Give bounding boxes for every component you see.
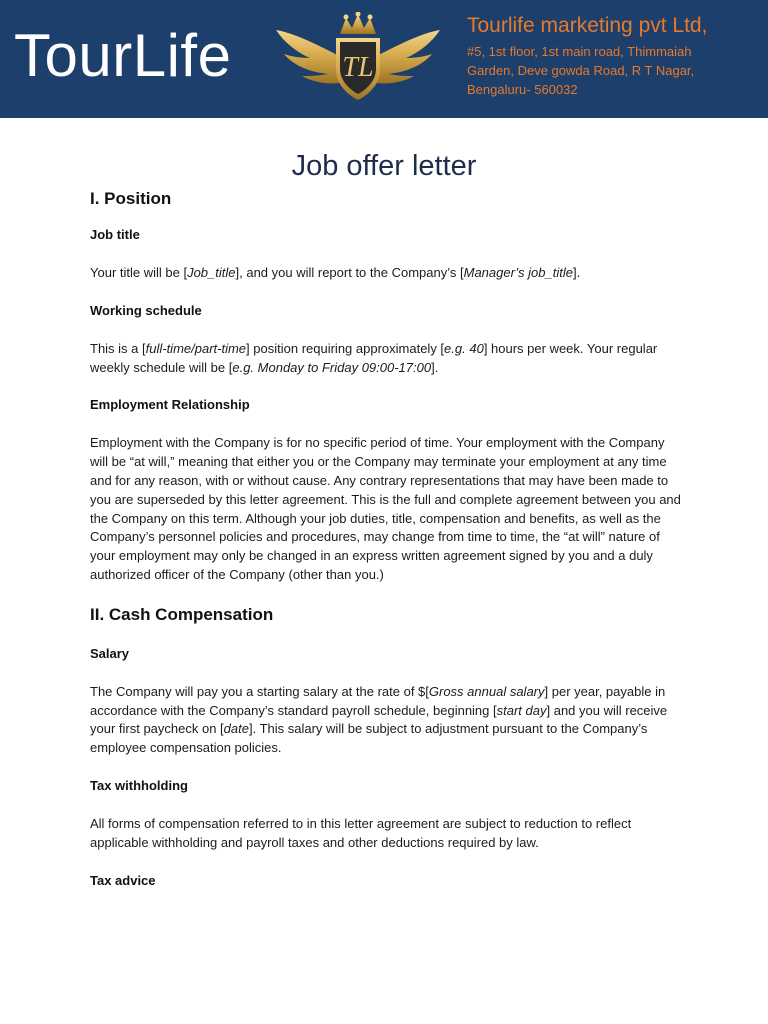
letter-body — [90, 146, 682, 890]
company-logo — [270, 12, 446, 104]
brand-name: TourLife — [14, 22, 232, 89]
section-heading-position: I. Position — [90, 189, 172, 208]
company-address — [467, 42, 762, 99]
address-line: Garden, Deve gowda Road, R T Nagar, — [467, 63, 695, 78]
address-line: #5, 1st floor, 1st main road, Thimmaiah — [467, 44, 692, 59]
employment-relationship-paragraph: Employment with the Company is for no specific period of time. Your employment with the Company will be “at will,” meaning that either you or the Company may terminate your employment at any time and for any reason, with or without cause. Any contrary representations that may have been made to you are superseded by this letter agreement. This is the full and complete agreement between you and the Company on this term. Although your job duties, title, compensation and benefits, as well as the Company’s personnel policies and procedures, may change from time to time, the “at will” nature of your employment may only be changed in an express written agreement signed by you and a duly authorized officer of the Company (other than you.) — [90, 435, 681, 582]
salary-paragraph: The Company will pay you a starting salary at the rate of $[Gross annual salary] per year, payable in accordance with the Company’s standard payroll schedule, beginning [start day] and you will receive your first paycheck on [date]. This salary will be subject to adjustment pursuant to the Company’s employee compensation policies. — [90, 683, 668, 756]
subsection-heading-working-schedule: Working schedule — [90, 302, 202, 318]
subsection-heading-tax-advice: Tax advice — [90, 872, 156, 888]
section-heading-cash-compensation: II. Cash Compensation — [90, 604, 274, 624]
subsection-heading-job-title: Job title — [90, 227, 140, 242]
subsection-heading-tax-withholding: Tax withholding — [90, 777, 188, 793]
subsection-heading-salary: Salary — [90, 645, 130, 661]
job-title-paragraph: Your title will be [Job_title], and you will report to the Company’s [Manager’s job_title]. — [90, 265, 581, 280]
letterhead — [0, 0, 768, 118]
tax-withholding-paragraph: All forms of compensation referred to in this letter agreement are subject to reduction to reflect applicable withholding and payroll taxes and other deductions required by law. — [90, 815, 632, 850]
company-info — [467, 12, 762, 99]
company-name: Tourlife marketing pvt Ltd, — [467, 14, 708, 37]
logo-monogram: TL — [342, 52, 374, 83]
document-title: Job offer letter — [291, 150, 477, 182]
working-schedule-paragraph: This is a [full-time/part-time] position requiring approximately [e.g. 40] hours per week. Your regular weekly schedule will be [e.g. Monday to Friday 09:00-17:00]. — [90, 340, 658, 375]
address-line: Bengaluru- 560032 — [467, 82, 578, 97]
subsection-heading-employment-relationship: Employment Relationship — [90, 397, 250, 413]
